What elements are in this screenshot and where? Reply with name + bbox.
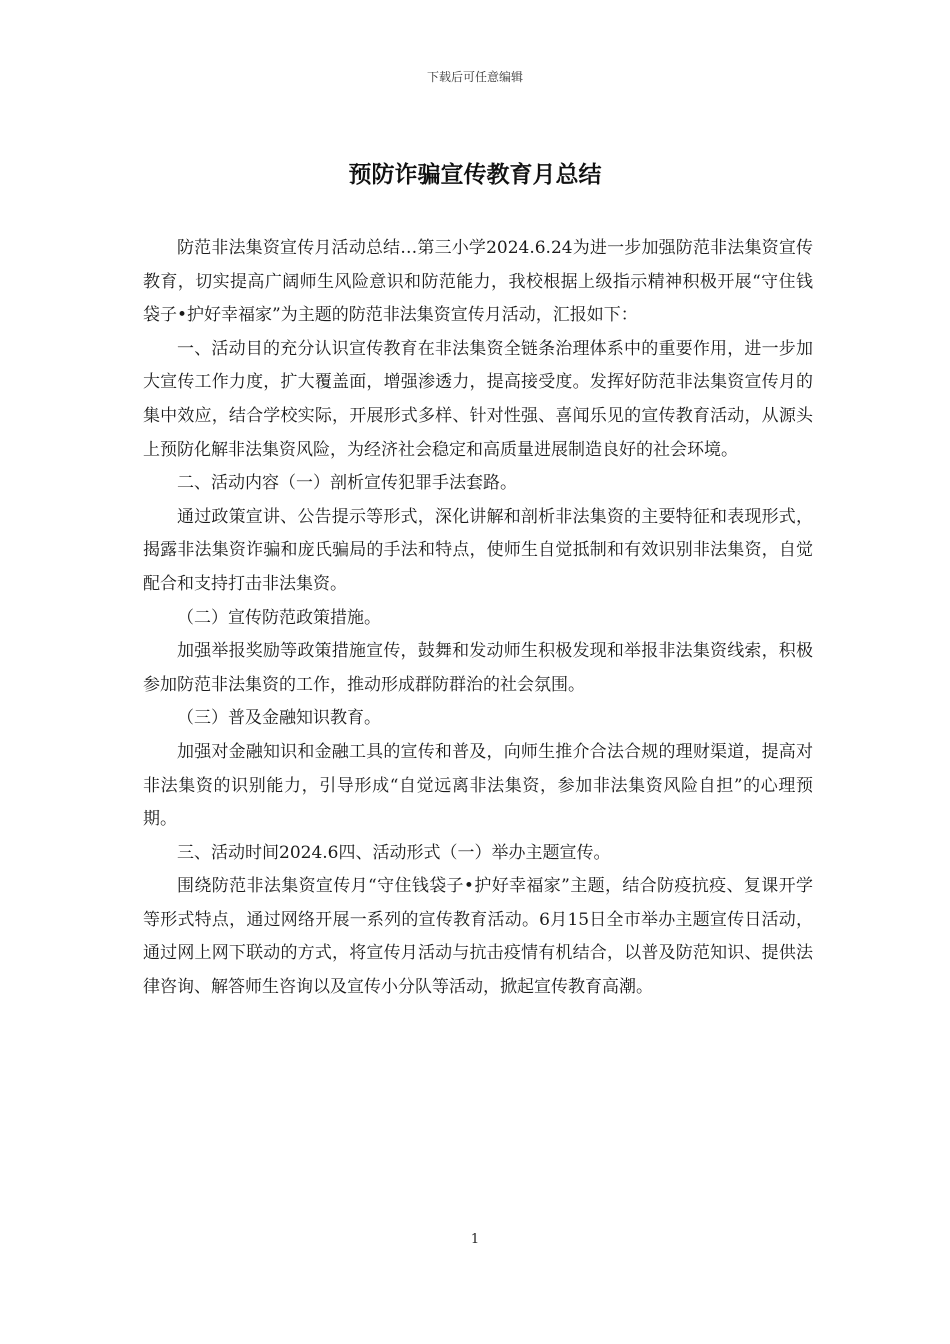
paragraph-theme-promotion: 围绕防范非法集资宣传月“守住钱袋子•护好幸福家”主题，结合防疫抗疫、复课开学等形式特点，通过网络开展一系列的宣传教育活动。6月15日全市举办主题宣传日活动，通过网上网下联动的方式，将宣传月活动与抗击疫情有机结合，以普及防范知识、提供法律咨询、解答师生咨询以及宣传小分队等活动，掀起宣传教育高潮。 (143, 876, 813, 998)
paragraph-content-heading: 二、活动内容（一）剖析宣传犯罪手法套路。 (177, 473, 517, 494)
document-title: 预防诈骗宣传教育月总结 (348, 162, 602, 188)
paragraph-content-1: 通过政策宣讲、公告提示等形式，深化讲解和剖析非法集资的主要特征和表现形式，揭露非法集资诈骗和庞氏骗局的手法和特点，使师生自觉抵制和有效识别非法集资，自觉配合和支持打击非法集资。 (143, 506, 813, 594)
document-body (143, 232, 813, 1005)
page-number: 1 (470, 1232, 480, 1247)
header-note: 下载后可任意编辑 (426, 70, 523, 84)
paragraph-content-2: 加强举报奖励等政策措施宣传，鼓舞和发动师生积极发现和举报非法集资线索，积极参加防范非法集资的工作，推动形成群防群治的社会氛围。 (143, 641, 813, 695)
paragraph-subheading-2: （二）宣传防范政策措施。 (177, 607, 381, 628)
paragraph-subheading-3: （三）普及金融知识教育。 (177, 708, 381, 729)
paragraph-intro: 防范非法集资宣传月活动总结…第三小学2024.6.24为进一步加强防范非法集资宣传教育，切实提高广阔师生风险意识和防范能力，我校根据上级指示精神积极开展“守住钱袋子•护好幸福家”为主题的防范非法集资宣传月活动，汇报如下： (143, 238, 813, 326)
paragraph-content-3: 加强对金融知识和金融工具的宣传和普及，向师生推介合法合规的理财渠道，提高对非法集资的识别能力，引导形成“自觉远离非法集资，参加非法集资风险自担”的心理预期。 (143, 741, 813, 830)
paragraph-purpose: 一、活动目的充分认识宣传教育在非法集资全链条治理体系中的重要作用，进一步加大宣传工作力度，扩大覆盖面，增强渗透力，提高接受度。发挥好防范非法集资宣传月的集中效应，结合学校实际，开展形式多样、针对性强、喜闻乐见的宣传教育活动，从源头上预防化解非法集资风险，为经济社会稳定和高质量进展制造良好的社会环境。 (143, 338, 813, 460)
paragraph-time-form-heading: 三、活动时间2024.6四、活动形式（一）举办主题宣传。 (177, 842, 611, 863)
